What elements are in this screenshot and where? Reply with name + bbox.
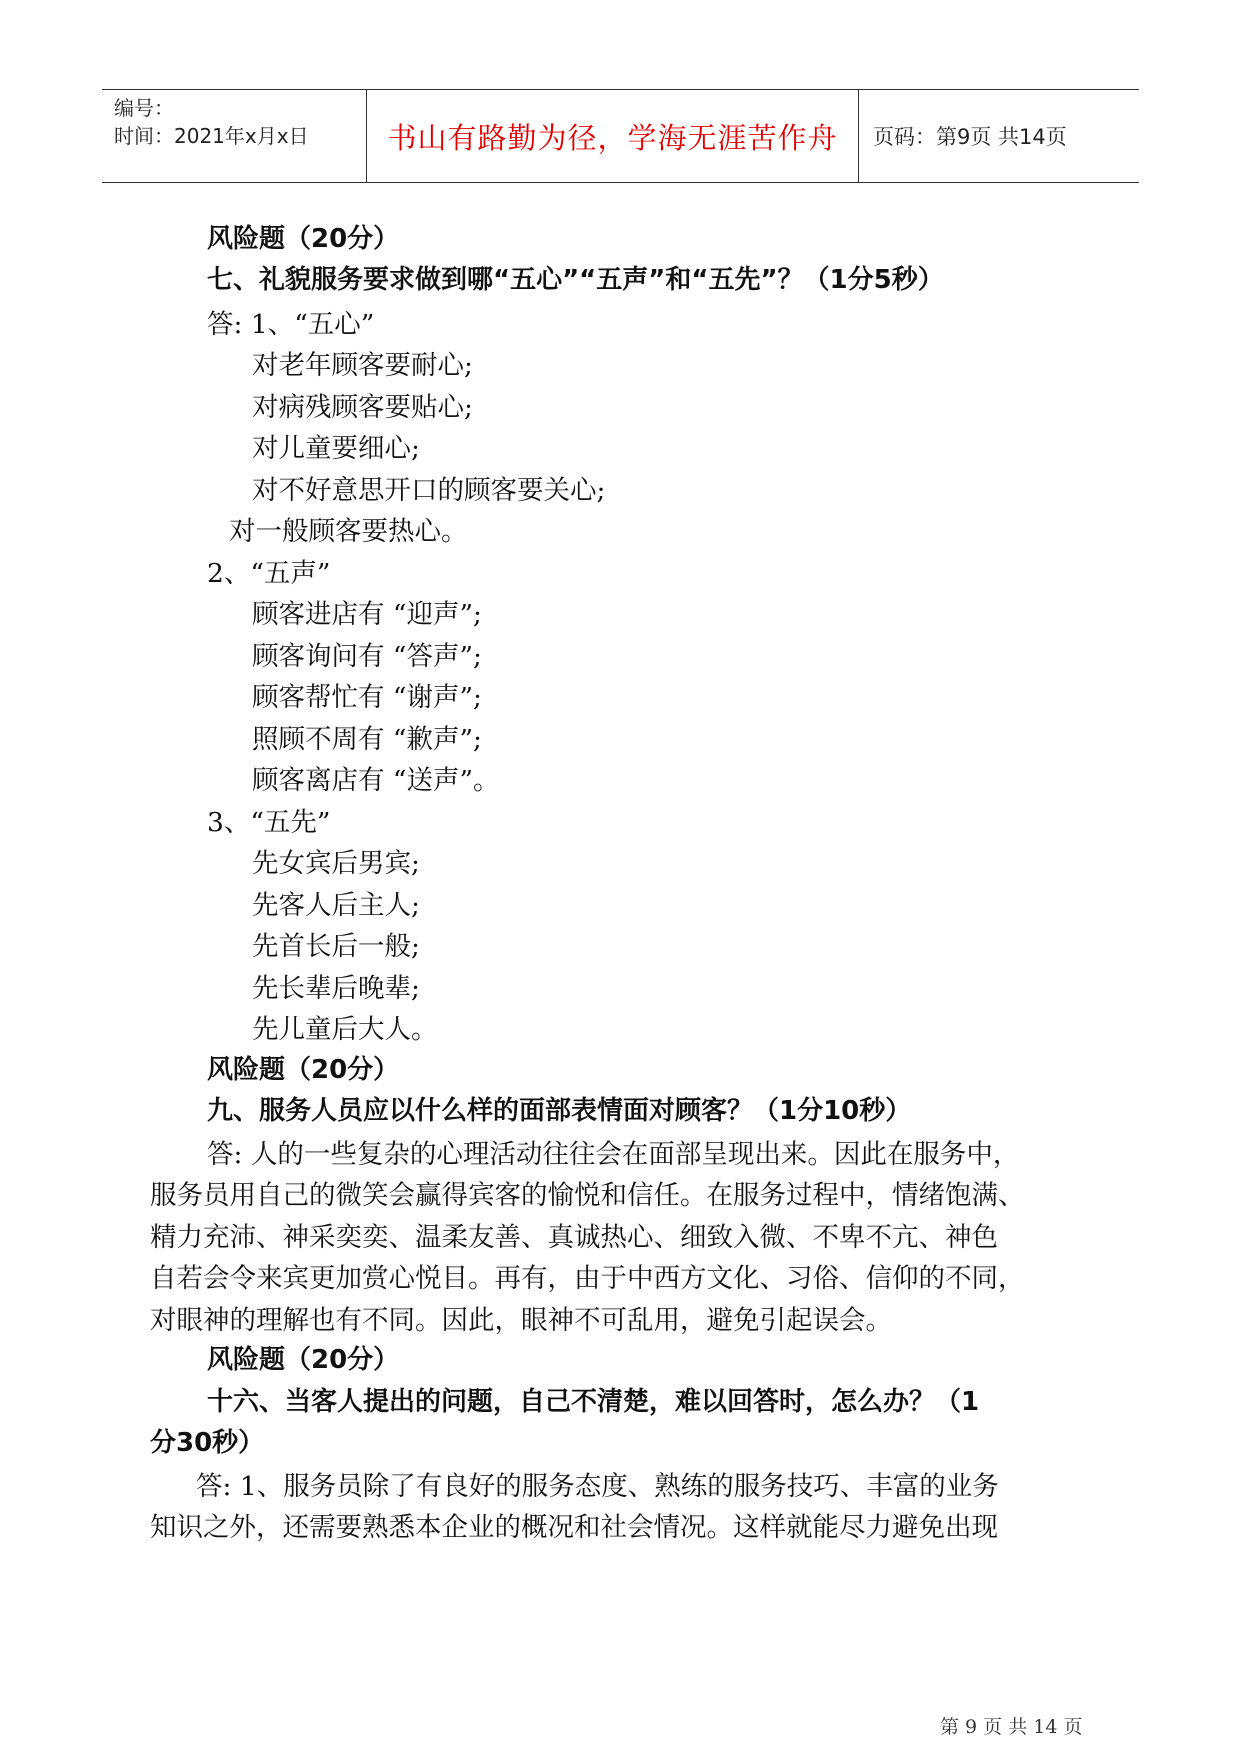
answer-line: 对儿童要细心;: [252, 433, 420, 464]
question-heading: 九、服务人员应以什么样的面部表情面对顾客？（1分10秒）: [207, 1096, 912, 1126]
answer-line: 顾客询问有 “答声”;: [252, 641, 482, 672]
answer-line: 先客人后主人;: [252, 890, 420, 921]
question-heading: 十六、当客人提出的问题，自己不清楚，难以回答时，怎么办？（1: [207, 1387, 980, 1417]
page-header: [102, 89, 1139, 183]
paragraph-line: 答: 1、服务员除了有良好的服务态度、熟练的服务技巧、丰富的业务: [196, 1471, 999, 1502]
paragraph-line: 知识之外，还需要熟悉本企业的概况和社会情况。这样就能尽力避免出现: [150, 1512, 998, 1543]
page-footer: 第 9 页 共 14 页: [940, 1716, 1083, 1738]
header-meta: [102, 90, 367, 182]
answer-line: 先女宾后男宾;: [252, 848, 420, 879]
answer-line: 对一般顾客要热心。: [229, 516, 468, 547]
header-motto: 书山有路勤为径，学海无涯苦作舟: [367, 90, 859, 182]
header-page-info: 页码：第9页 共14页: [873, 125, 1067, 149]
answer-line: 顾客帮忙有 “谢声”;: [252, 682, 482, 713]
answer-line: 对不好意思开口的顾客要关心;: [252, 475, 606, 506]
question-heading: 分30秒）: [150, 1428, 265, 1458]
answer-line: 顾客离店有 “送声”。: [252, 765, 500, 796]
answer-line: 先首长后一般;: [252, 931, 420, 962]
document-time: 时间：2021年x月x日: [114, 124, 309, 148]
paragraph-line: 自若会令来宾更加赏心悦目。再有，由于中西方文化、习俗、信仰的不同，: [150, 1263, 1025, 1294]
paragraph-line: 精力充沛、神采奕奕、温柔友善、真诚热心、细致入微、不卑不亢、神色: [150, 1222, 998, 1253]
section-heading: 风险题（20分）: [207, 1055, 400, 1085]
question-heading: 七、礼貌服务要求做到哪“五心”“五声”和“五先”？（1分5秒）: [207, 265, 944, 295]
document-number-label: 编号：: [114, 96, 174, 120]
answer-line: 先儿童后大人。: [252, 1014, 438, 1045]
answer-line: 对老年顾客要耐心;: [252, 350, 473, 381]
paragraph-line: 答: 人的一些复杂的心理活动往往会在面部呈现出来。因此在服务中，: [207, 1139, 1020, 1170]
answer-line: 先长辈后晚辈;: [252, 973, 420, 1004]
answer-line: 3、“五先”: [207, 807, 331, 838]
answer-line: 答: 1、“五心”: [207, 309, 375, 340]
paragraph-line: 对眼神的理解也有不同。因此，眼神不可乱用，避免引起误会。: [150, 1305, 892, 1336]
answer-line: 照顾不周有 “歉声”;: [252, 724, 482, 755]
answer-line: 顾客进店有 “迎声”;: [252, 599, 482, 630]
answer-line: 2、“五声”: [207, 558, 331, 589]
paragraph-line: 服务员用自己的微笑会赢得宾客的愉悦和信任。在服务过程中，情绪饱满、: [150, 1180, 1025, 1211]
section-heading: 风险题（20分）: [207, 224, 400, 254]
section-heading: 风险题（20分）: [207, 1345, 400, 1375]
answer-line: 对病残顾客要贴心;: [252, 392, 473, 423]
